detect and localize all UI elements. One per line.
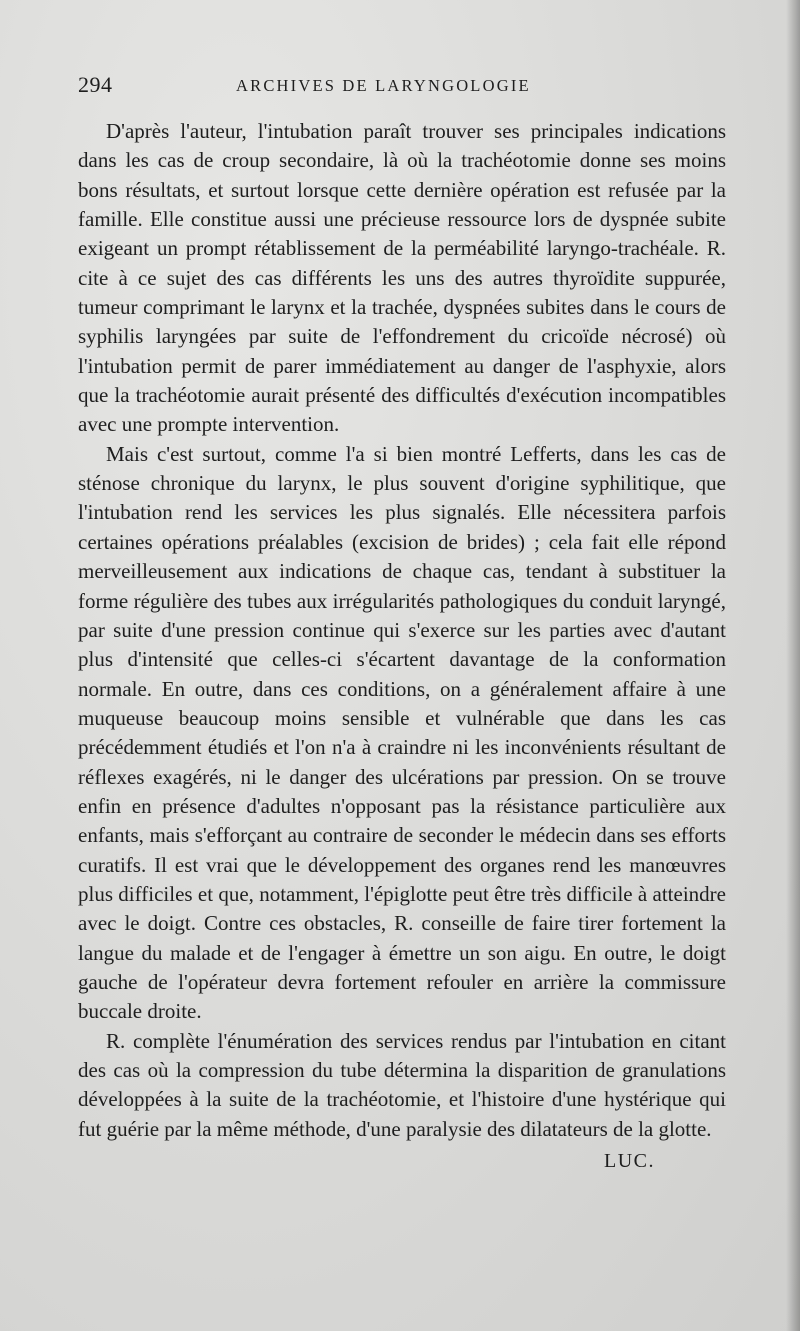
paragraph-2: Mais c'est surtout, comme l'a si bien montré Lefferts, dans les cas de sténose chronique du larynx, le plus souvent d'origine syphilitique, que l'intubation rend les services les plus signalés. Elle nécessitera parfois certaines opérations préalables (excision de brides) ; cela fait elle répond merveilleusement aux indications de chaque cas, tendant à substituer la forme régulière des tubes aux irrégularités pathologiques du conduit laryngé, par suite d'une pression continue qui s'exerce sur les parties avec d'autant plus d'intensité que celles-ci s'écartent davantage de la conformation normale. En outre, dans ces conditions, on a généralement affaire à une muqueuse beaucoup moins sensible et vulnérable que dans les cas précédemment étudiés et l'on n'a à craindre ni les inconvénients résultant de réflexes exagérés, ni le danger des ulcérations par pression. On se trouve enfin en présence d'adultes n'opposant pas la résistance particulière aux enfants, mais s'efforçant au contraire de seconder le médecin dans ses efforts curatifs. Il est vrai que le développement des organes rend les manœuvres plus difficiles et que, notamment, l'épiglotte peut être très difficile à atteindre avec le doigt. Contre ces obstacles, R. conseille de faire tirer fortement la langue du malade et de l'engager à émettre un son aigu. En outre, le doigt gauche de l'opérateur devra fortement refouler en arrière la commissure buccale droite.: [78, 441, 726, 1024]
page-edge-shadow: [786, 0, 800, 1331]
page-number: 294: [78, 72, 113, 97]
paragraph-1: D'après l'auteur, l'intubation paraît trouver ses principales indications dans les cas de croup secondaire, là où la trachéotomie donne ses moins bons résultats, et surtout lorsque cette dernière opération est refusée par la famille. Elle constitue aussi une précieuse ressource lors de dyspnée subite exigeant un prompt rétablissement de la perméabilité laryngo-trachéale. R. cite à ce sujet des cas différents les uns des autres thyroïdite suppurée, tumeur comprimant le larynx et la trachée, dyspnées subites dans le cours de syphilis laryngées par suite de l'effondrement du cricoïde nécrosé) où l'intubation permit de parer immédiatement au danger de l'asphyxie, alors que la trachéotomie aurait présenté des difficultés d'exécution incompatibles avec une prompte intervention.: [78, 119, 726, 437]
page-header: [78, 72, 728, 102]
author-signature: LUC.: [604, 1150, 655, 1172]
running-title: ARCHIVES DE LARYNGOLOGIE: [236, 76, 531, 95]
body-text: [78, 117, 726, 1144]
paragraph-3: R. complète l'énumération des services rendus par l'intubation en citant des cas où la compression du tube détermina la disparition de granulations développées à la suite de la trachéotomie, et l'histoire d'une hystérique qui fut guérie par la même méthode, d'une paralysie des dilatateurs de la glotte.: [78, 1028, 726, 1141]
